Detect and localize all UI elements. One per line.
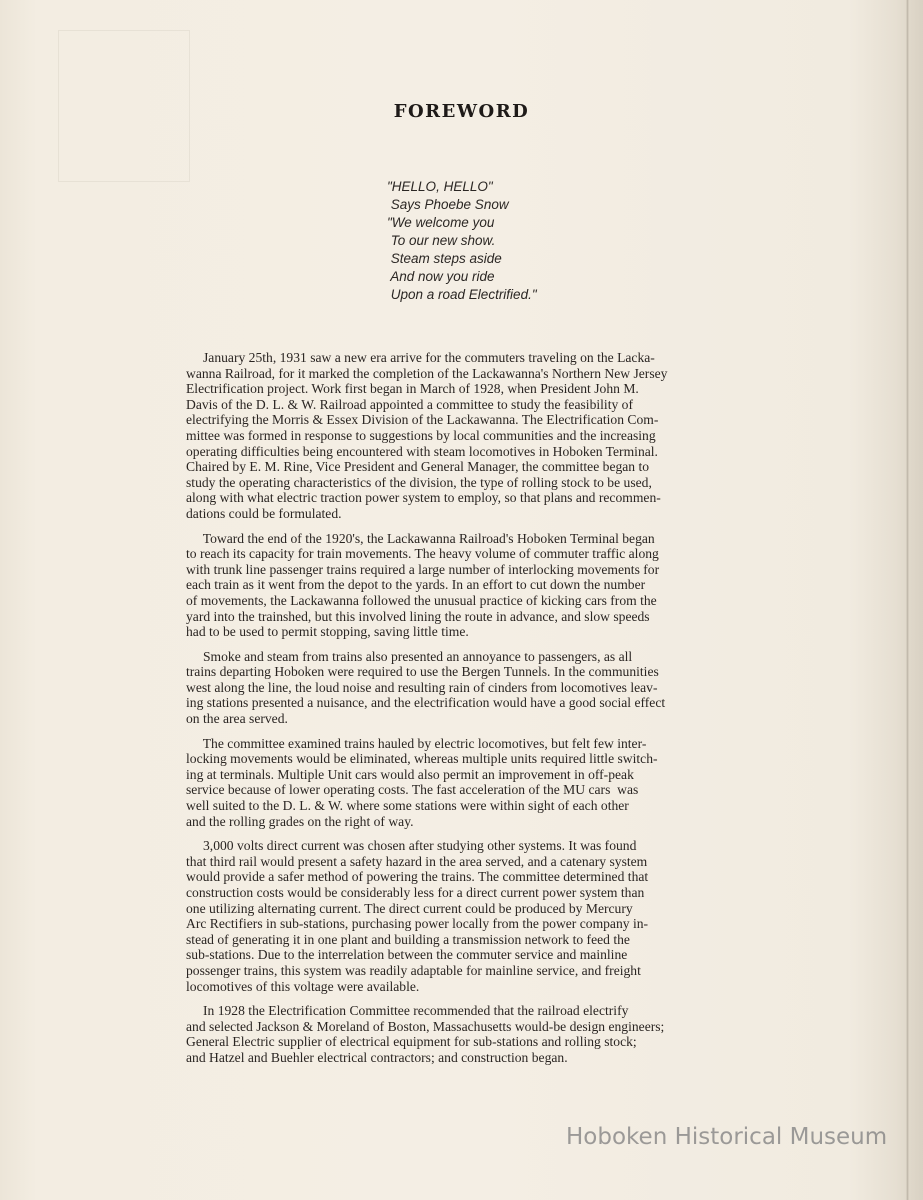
paragraph: The committee examined trains hauled by electric locomotives, but felt few inter- locking movements would be eliminated, whereas multiple units required little switch- ing at terminals. Multiple Unit cars would also permit an improvement in off-peak service because of lower operating costs. The fast acceleration of the MU cars was well suited to the D. L. & W. where some stations were within sight of each other and the rolling grades on the right of way. bbox=[186, 735, 658, 829]
poem bbox=[387, 178, 687, 304]
paragraph: January 25th, 1931 saw a new era arrive for the commuters traveling on the Lacka- wanna Railroad, for it marked the completion of the Lackawanna's Northern New Jersey Electrification project. Work first began in March of 1928, when President John M. Davis of the D. L. & W. Railroad appointed a committee to study the feasibility of electrifying the Morris & Essex Division of the Lackawanna. The Electrification Com- mittee was formed in response to suggestions by local communities and the increasing operating difficulties being encountered with steam locomotives in Hoboken Terminal. Chaired by E. M. Rine, Vice President and General Manager, the committee began to study the operating characteristics of the division, the type of rolling stock to be used, along with what electric traction power system to employ, so that plans and recommen- dations could be formulated. bbox=[186, 350, 668, 521]
paragraph: In 1928 the Electrification Committee recommended that the railroad electrify and selected Jackson & Moreland of Boston, Massachusetts would-be design engineers; General Electric supplier of electrical equipment for sub-stations and rolling stock; and Hatzel and Buehler electrical contractors; and construction began. bbox=[186, 1003, 665, 1065]
poem-line: "HELLO, HELLO" bbox=[387, 179, 493, 194]
poem-line: Upon a road Electrified." bbox=[387, 287, 537, 302]
museum-watermark: Hoboken Historical Museum bbox=[566, 1124, 888, 1150]
page-title: FOREWORD bbox=[393, 101, 530, 122]
poem-line: "We welcome you bbox=[387, 215, 495, 230]
paragraph: Smoke and steam from trains also presented an annoyance to passengers, as all trains departing Hoboken were required to use the Bergen Tunnels. In the communities west along the line, the loud noise and resulting rain of cinders from locomotives leav- ing stations presented a nuisance, and the electrification would have a good social effect on the area served. bbox=[186, 648, 666, 727]
poem-line: And now you ride bbox=[387, 269, 495, 284]
poem-line: Steam steps aside bbox=[387, 251, 502, 266]
poem-line: Says Phoebe Snow bbox=[387, 197, 509, 212]
poem-line: To our new show. bbox=[387, 233, 496, 248]
paragraph: Toward the end of the 1920's, the Lackawanna Railroad's Hoboken Terminal began to reach its capacity for train movements. The heavy volume of commuter traffic along with trunk line passenger trains required a large number of interlocking movements for each train as it went from the depot to the yards. In an effort to cut down the number of movements, the Lackawanna followed the unusual practice of kicking cars from the yard into the trainshed, but this involved lining the route in advance, and slow speeds had to be used to permit stopping, saving little time. bbox=[186, 530, 660, 640]
body-text bbox=[186, 350, 738, 1075]
paragraph: 3,000 volts direct current was chosen after studying other systems. It was found that third rail would present a safety hazard in the area served, and a catenary system would provide a safer method of powering the trains. The committee determined that construction costs would be considerably less for a direct current power system than one utilizing alternating current. The direct current could be produced by Mercury Arc Rectifiers in sub-stations, purchasing power locally from the power company in- stead of generating it in one plant and building a transmission network to feed the sub-stations. Due to the interrelation between the commuter service and mainline possenger trains, this system was readily adaptable for mainline service, and freight locomotives of this voltage were available. bbox=[186, 838, 649, 994]
page-fold bbox=[906, 0, 909, 1200]
